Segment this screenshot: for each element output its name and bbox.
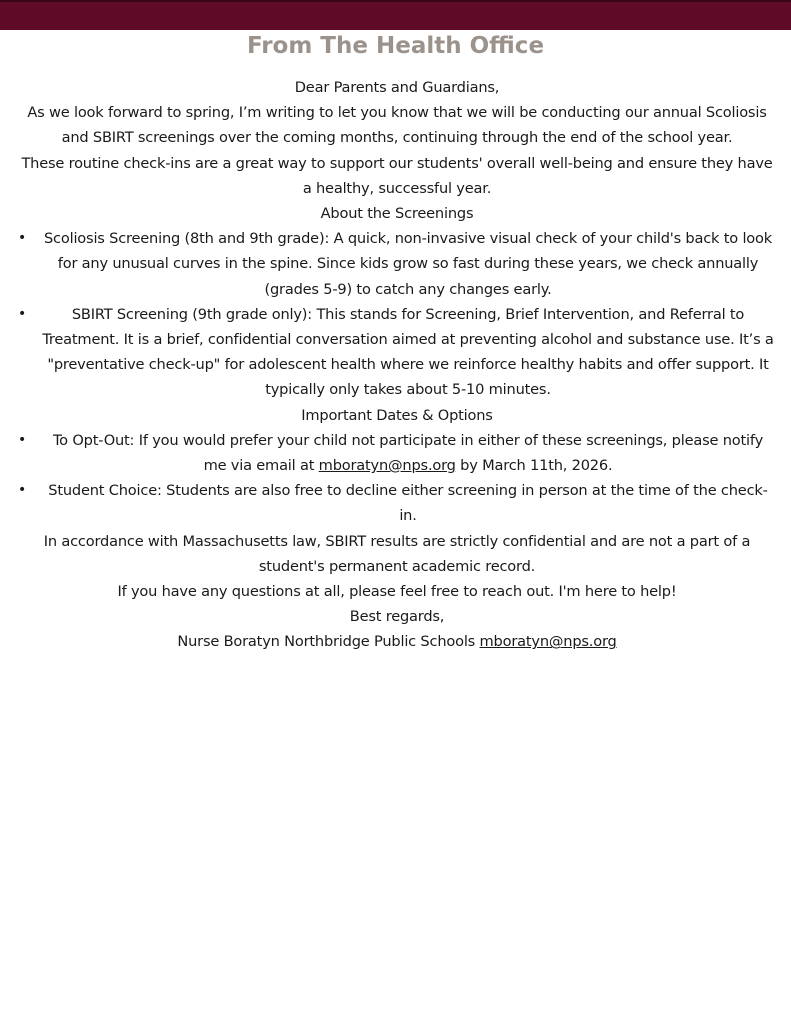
- screenings-list: [18, 226, 776, 402]
- intro-paragraph: As we look forward to spring, I’m writing to let you know that we will be conducting our annual Scoliosis and SBIRT screenings over the coming months, continuing through the end of the school year.: [27, 104, 767, 147]
- bullet-icon: •: [18, 230, 27, 247]
- law-note: In accordance with Massachusetts law, SBIRT results are strictly confidential and are not a part of a student's permanent academic record.: [43, 532, 751, 575]
- bullet-icon: •: [18, 482, 27, 499]
- dates-heading: Important Dates & Options: [301, 406, 493, 424]
- list-item: [18, 478, 776, 528]
- header-banner: [0, 0, 791, 30]
- opt-out-deadline-text: by March 11th, 2026.: [455, 457, 613, 475]
- sbirt-screening-text: SBIRT Screening (9th grade only): This stands for Screening, Brief Intervention, and Referral to Treatment. It is a brief, confidential conversation aimed at preventing alcohol and substance use. It’s a "preventative check-up" for adolescent health where we reinforce healthy habits and offer support. It typically only takes about 5-10 minutes.: [42, 305, 774, 399]
- bullet-icon: •: [18, 431, 27, 448]
- list-item: [18, 428, 776, 478]
- bullet-icon: •: [18, 305, 27, 322]
- student-choice-text: Student Choice: Students are also free to decline either screening in person at the time of the check-in.: [48, 482, 768, 525]
- closing: Best regards,: [349, 608, 445, 626]
- signature-text: Nurse Boratyn Northbridge Public Schools: [177, 633, 480, 651]
- purpose-paragraph: These routine check-ins are a great way to support our students' overall well-being and ensure they have a healthy, successful year.: [21, 154, 773, 197]
- greeting: Dear Parents and Guardians,: [294, 79, 500, 96]
- letter-body: [18, 75, 776, 655]
- scoliosis-screening-text: Scoliosis Screening (8th and 9th grade): A quick, non-invasive visual check of your child's back to look for any unusual curves in the spine. Since kids grow so fast during these years, we check annually (grades 5-9) to catch any changes early.: [43, 230, 773, 298]
- email-link[interactable]: mboratyn@nps.org: [318, 457, 456, 475]
- options-list: [18, 428, 776, 529]
- page-title: From The Health Office: [246, 33, 545, 59]
- list-item: [18, 302, 776, 403]
- questions-paragraph: If you have any questions at all, please feel free to reach out. I'm here to help!: [117, 583, 677, 601]
- signature-email-link[interactable]: mboratyn@nps.org: [479, 633, 617, 651]
- signature: [18, 629, 776, 654]
- list-item: [18, 226, 776, 302]
- screenings-heading: About the Screenings: [320, 205, 474, 223]
- opt-out-text: To Opt-Out: If you would prefer your child not participate in either of these screenings, please notify me via email at: [52, 431, 764, 475]
